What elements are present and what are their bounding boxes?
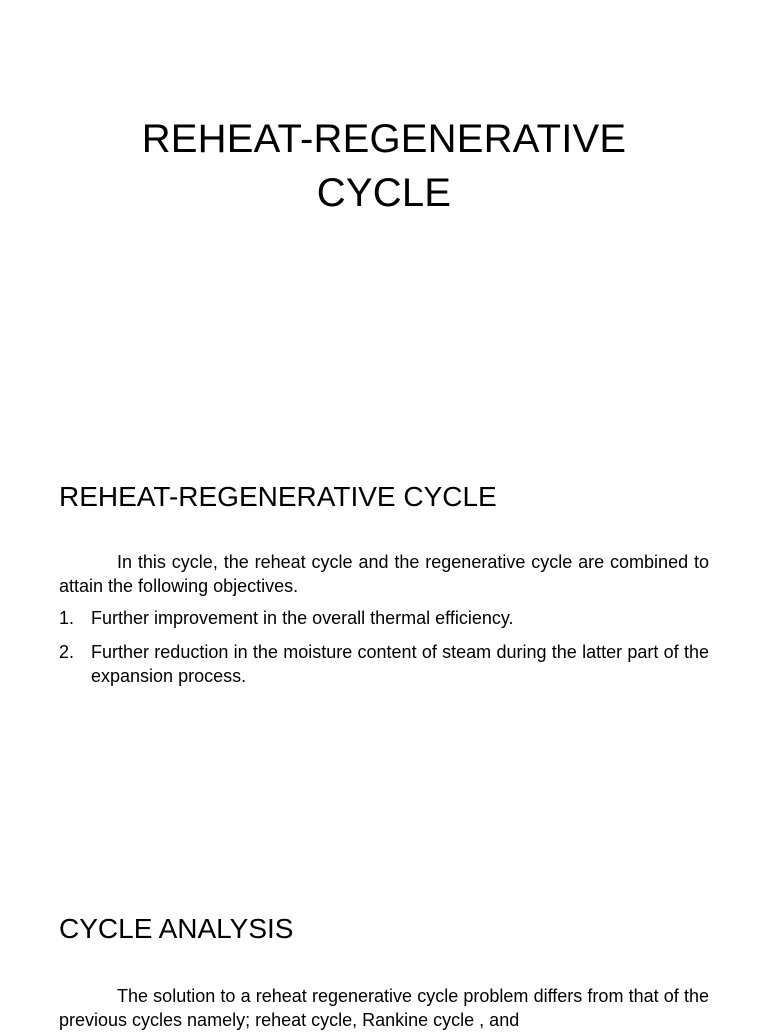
list-item-text: Further improvement in the overall thermal efficiency. xyxy=(91,608,514,628)
title-slide xyxy=(0,0,768,440)
objectives-slide xyxy=(0,440,768,880)
objectives-list xyxy=(59,606,709,698)
slide-heading: REHEAT-REGENERATIVE CYCLE xyxy=(59,481,497,512)
list-item xyxy=(59,640,709,688)
list-item-number: 1. xyxy=(59,608,75,628)
list-item-number: 2. xyxy=(59,642,75,662)
presentation-title: REHEAT-REGENERATIVE CYCLE xyxy=(141,117,627,215)
intro-paragraph: In this cycle, the reheat cycle and the regenerative cycle are combined to attain the following objectives. xyxy=(59,552,709,596)
list-item xyxy=(59,606,709,630)
slide-heading: CYCLE ANALYSIS xyxy=(59,913,294,944)
cycle-analysis-slide xyxy=(0,880,768,1030)
list-item-text: Further reduction in the moisture content of steam during the latter part of the expansion process. xyxy=(91,642,709,686)
analysis-paragraph: The solution to a reheat regenerative cycle problem differs from that of the previous cycles namely; reheat cycle, Rankine cycle , and xyxy=(59,986,709,1030)
